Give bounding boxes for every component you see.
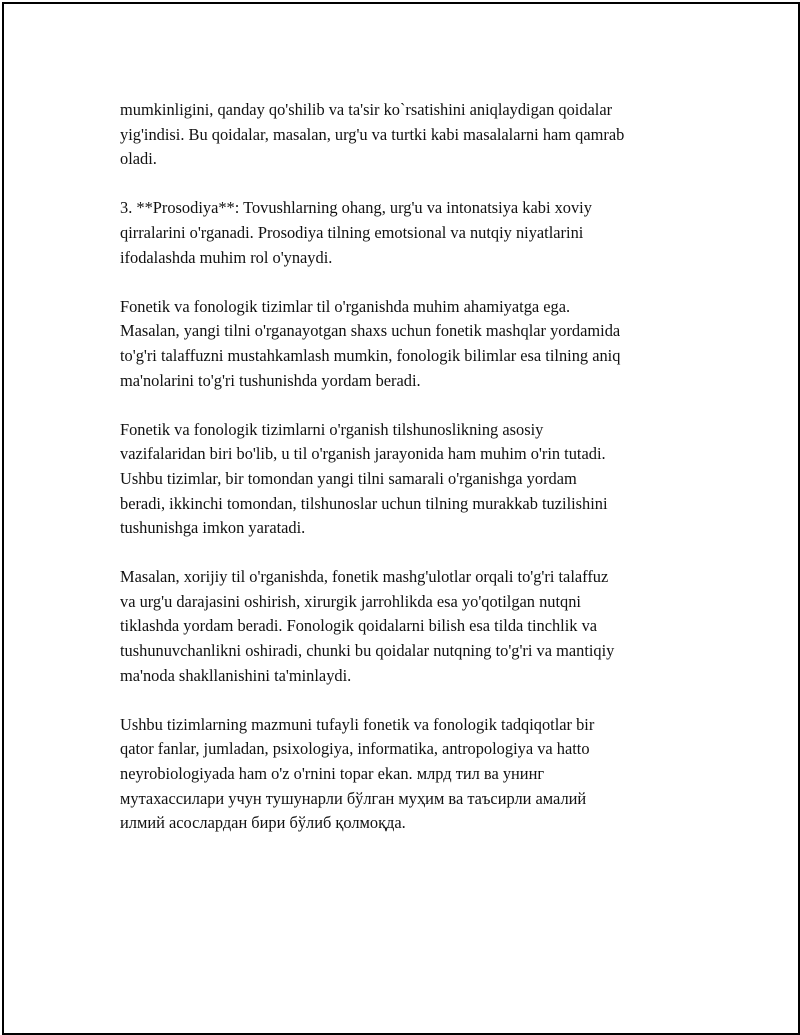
paragraph-linguistics-tasks: Fonetik va fonologik tizimlarni o'rganish tilshunoslikning asosiy vazifalaridan biri bo'lib, u til o'rganish jarayonida ham muhim o'rin tutadi. Ushbu tizimlar, bir tomondan yangi tilni samarali o'rganishga yordam beradi, ikkinchi tomondan, tilshunoslar uchun tilning murakkab tuzilishini tushunishga imkon yaratadi. xyxy=(120,419,608,538)
paragraph-examples: Masalan, xorijiy til o'rganishda, fonetik mashg'ulotlar orqali to'g'ri talaffuz va urg'u darajasini oshirish, xirurgik jarrohlikda esa yo'qotilgan nutqni tiklashda yordam beradi. Fonologik qoidalarni bilish esa tilda tinchlik va tushunuvchanlikni oshiradi, chunki bu qoidalar nutqning to'g'ri va mantiqiy ma'noda shakllanishini ta'minlaydi. xyxy=(120,567,615,685)
document-body xyxy=(120,98,695,860)
paragraph-rules-continuation: mumkinligini, qanday qo'shilib va ta'sir ko`rsatishini aniqlaydigan qoidalar yig'indisi. Bu qoidalar, masalan, urg'u va turtki kabi masalalarni ham qamrab oladi. xyxy=(120,100,625,169)
paragraph-prosodiya: 3. **Prosodiya**: Tovushlarning ohang, urg'u va intonatsiya kabi xoviy qirralarini o'rganadi. Prosodiya tilning emotsional va nutqiy niyatlarini ifodalashda muhim rol o'ynaydi. xyxy=(120,198,592,267)
paragraph-conclusion: Ushbu tizimlarning mazmuni tufayli fonetik va fonologik tadqiqotlar bir qator fanlar, jumladan, psixologiya, informatika, antropologiya va hatto neyrobiologiyada ham o'z o'rnini topar ekan. млрд тил ва унинг мутахассилари учун тушунарли бўлган муҳим ва таъсирли амалий илмий асослардан бири бўлиб қолмоқда. xyxy=(120,714,595,833)
paragraph-importance: Fonetik va fonologik tizimlar til o'rganishda muhim ahamiyatga ega. Masalan, yangi tilni o'rganayotgan shaxs uchun fonetik mashqlar yordamida to'g'ri talaffuzni mustahkamlash mumkin, fonologik bilimlar esa tilning aniq ma'nolarini to'g'ri tushunishda yordam beradi. xyxy=(120,296,621,390)
document-page xyxy=(2,2,800,1035)
